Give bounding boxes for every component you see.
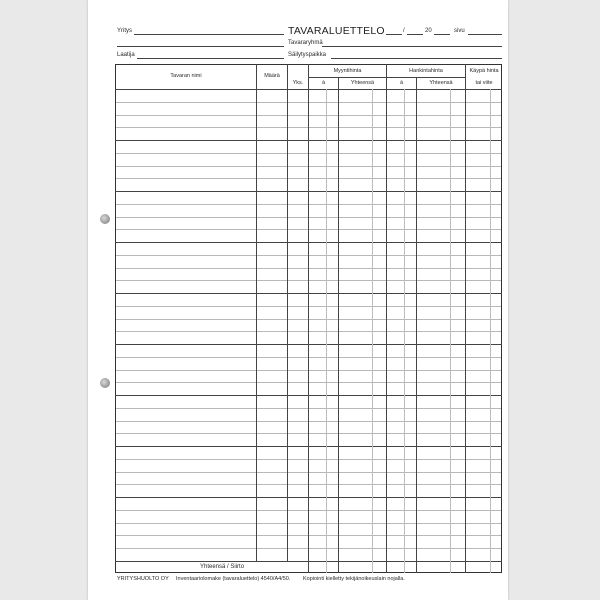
col-divider xyxy=(338,77,339,573)
cents-divider xyxy=(490,89,491,573)
group-label: Tavararyhmä xyxy=(288,40,323,46)
footer-copyright: Kopiointi kielletty tekijänoikeuslain nojalla. xyxy=(303,576,405,582)
col-sales-each: à xyxy=(321,80,326,86)
cents-divider xyxy=(450,89,451,573)
col-purchase-each: à xyxy=(399,80,404,86)
author-label: Laatija xyxy=(117,52,135,58)
date-day-field[interactable] xyxy=(386,34,402,35)
col-sales-price: Myyntihinta xyxy=(333,68,362,74)
col-divider xyxy=(386,64,387,573)
col-item-name: Tavaran nimi xyxy=(170,73,202,79)
footer-publisher: YRITYSHUOLTO OY xyxy=(117,576,169,582)
col-purchase-total: Yhteensä xyxy=(429,80,453,86)
storage-label: Säilytyspaikka xyxy=(288,52,327,58)
date-slash: / xyxy=(403,28,405,34)
storage-field[interactable] xyxy=(331,58,502,59)
cents-divider xyxy=(404,89,405,573)
group-field[interactable] xyxy=(322,46,502,47)
col-purchase-price: Hankintahinta xyxy=(409,68,443,74)
col-divider xyxy=(308,64,309,573)
col-divider xyxy=(256,64,257,561)
page-field[interactable] xyxy=(468,34,502,35)
col-fair-price: Käypä hinta xyxy=(469,68,499,74)
company-field[interactable] xyxy=(134,34,284,35)
col-unit: Yks. xyxy=(292,80,304,86)
footer-form-info: Inventaariolomake (tavaraluettelo) 4540/A4/50. xyxy=(176,576,291,582)
col-quantity: Määrä xyxy=(264,73,280,79)
date-month-field[interactable] xyxy=(407,34,423,35)
year-prefix: 20 xyxy=(425,28,432,34)
cents-divider xyxy=(372,89,373,573)
col-sales-total: Yhteensä xyxy=(350,80,375,86)
col-fair-price-ref: tai viite xyxy=(475,80,493,86)
form-title: TAVARALUETTELO xyxy=(288,25,385,37)
col-divider xyxy=(287,64,288,561)
company-label: Yritys xyxy=(117,28,132,34)
col-divider xyxy=(416,77,417,573)
total-transfer-label: Yhteensä / Siirto xyxy=(200,564,245,570)
col-divider xyxy=(465,64,466,573)
author-field[interactable] xyxy=(137,58,284,59)
cents-divider xyxy=(326,89,327,573)
page-label: sivu xyxy=(454,28,465,34)
punch-hole-top xyxy=(100,214,110,224)
punch-hole-bottom xyxy=(100,378,110,388)
company-field-line2[interactable] xyxy=(117,46,284,47)
date-year-field[interactable] xyxy=(434,34,450,35)
